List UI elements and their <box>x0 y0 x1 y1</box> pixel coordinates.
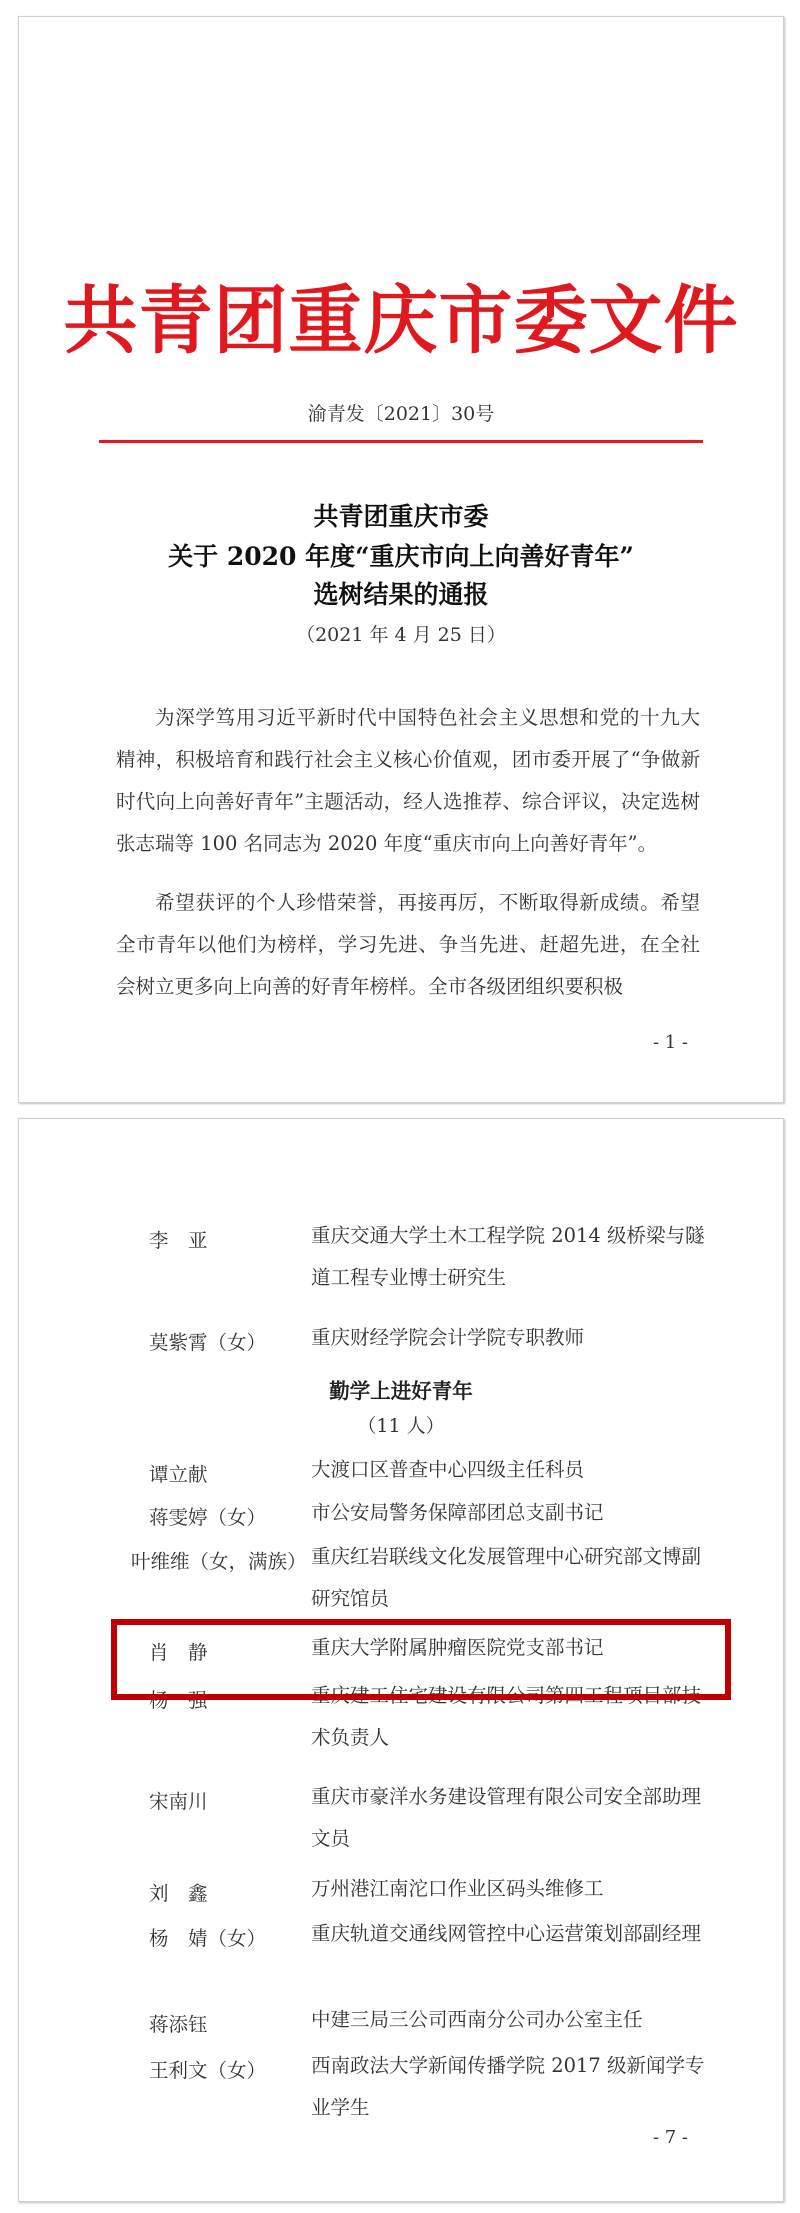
person-name: 杨 强 <box>149 1689 208 1712</box>
page-number: - 7 - <box>652 2127 688 2148</box>
person-name: 莫紫霄（女） <box>149 1331 267 1354</box>
title-line-3: 选树结果的通报 <box>313 580 489 609</box>
document-date: （2021 年 4 月 25 日） <box>296 624 506 646</box>
body-paragraph-2: 希望获评的个人珍惜荣誉，再接再厉，不断取得新成绩。希望全市青年以他们为榜样，学习先进、争当先进、赶超先进，在全社会树立更多向上向善的好青年榜样。全市各级团组织要积极 <box>116 891 700 998</box>
title-line-2: 关于 2020 年度“重庆市向上向善好青年” <box>168 542 634 571</box>
red-divider-line <box>99 440 703 443</box>
person-description: 重庆交通大学土木工程学院 2014 级桥梁与隧道工程专业博士研究生 <box>311 1224 705 1289</box>
person-name: 肖 静 <box>149 1641 208 1664</box>
person-description: 重庆轨道交通线网管控中心运营策划部副经理 <box>311 1922 702 1945</box>
person-description: 大渡口区普查中心四级主任科员 <box>311 1458 585 1481</box>
page-number: - 1 - <box>652 1032 688 1053</box>
red-header-title: 共青团重庆市委文件 <box>63 278 739 364</box>
person-name: 李 亚 <box>149 1229 208 1252</box>
body-paragraph-1: 为深学笃用习近平新时代中国特色社会主义思想和党的十九大精神，积极培育和践行社会主义核心价值观，团市委开展了“争做新时代向上向善好青年”主题活动，经人选推荐、综合评议，决定选树张志瑞等 100 名同志为 2020 年度“重庆市向上向善好青年”。 <box>116 706 700 855</box>
highlight-box <box>111 1619 731 1700</box>
section-count: （11 人） <box>357 1415 445 1437</box>
document-number: 渝青发〔2021〕30号 <box>307 403 495 425</box>
person-description: 重庆建工住宅建设有限公司第四工程项目部技术负责人 <box>311 1684 702 1749</box>
person-description: 重庆市豪洋水务建设管理有限公司安全部助理文员 <box>311 1785 702 1850</box>
document-page-1 <box>18 16 784 1103</box>
person-name: 宋南川 <box>149 1790 208 1813</box>
person-description: 中建三局三公司西南分公司办公室主任 <box>311 2008 643 2031</box>
person-name: 叶维维（女，满族） <box>131 1550 307 1573</box>
title-line-1: 共青团重庆市委 <box>313 502 489 531</box>
document-page-7 <box>18 1118 784 2202</box>
person-name: 谭立献 <box>149 1463 208 1486</box>
person-description: 重庆大学附属肿瘤医院党支部书记 <box>311 1636 604 1659</box>
person-name: 杨 婧（女） <box>149 1927 267 1950</box>
person-name: 蒋雯婷（女） <box>149 1506 267 1529</box>
section-title: 勤学上进好青年 <box>329 1379 473 1403</box>
person-name: 刘 鑫 <box>149 1882 208 1905</box>
person-description: 市公安局警务保障部团总支副书记 <box>311 1501 604 1524</box>
person-name: 蒋添钰 <box>149 2013 208 2036</box>
person-description: 重庆红岩联线文化发展管理中心研究部文博副研究馆员 <box>311 1545 702 1610</box>
person-description: 万州港江南沱口作业区码头维修工 <box>311 1877 604 1900</box>
person-description: 重庆财经学院会计学院专职教师 <box>311 1326 585 1349</box>
person-description: 西南政法大学新闻传播学院 2017 级新闻学专业学生 <box>311 2054 705 2119</box>
person-name: 王利文（女） <box>149 2059 267 2082</box>
